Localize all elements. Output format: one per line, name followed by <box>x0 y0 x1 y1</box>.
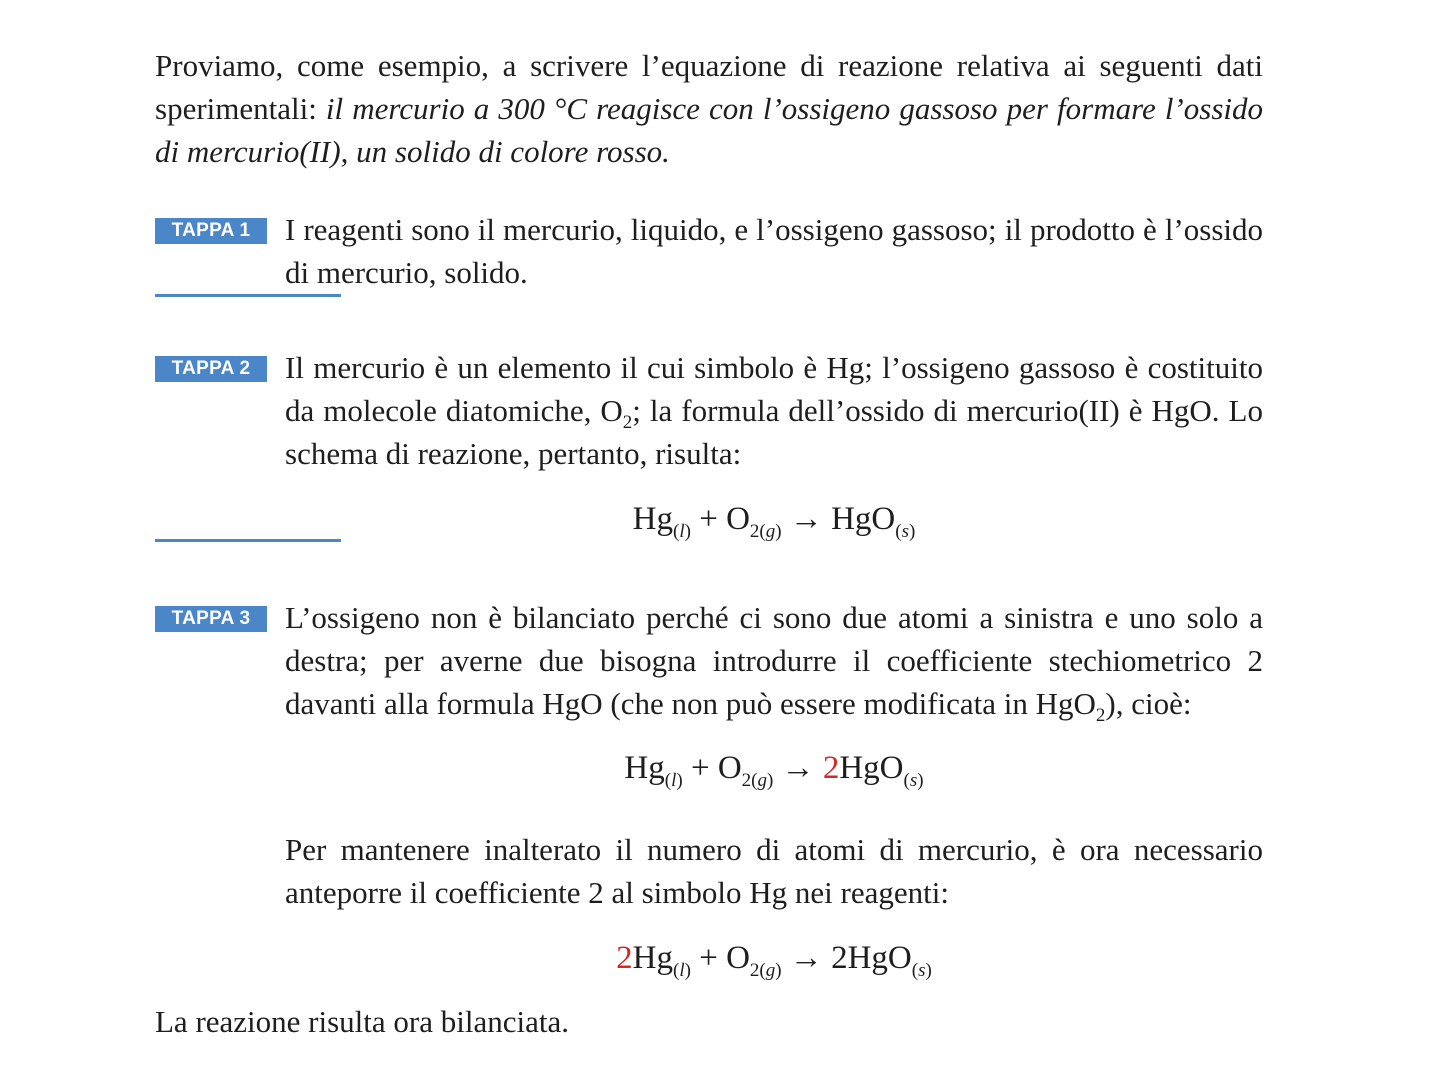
intro-lead: Proviamo, come esempio, a scrivere l’equazione di reazione relativa ai seguenti dati sperimentali: <box>155 48 1263 126</box>
eq3-state3: s <box>918 960 926 981</box>
step-2-subscript: 2 <box>622 412 633 433</box>
step-3-text-b: ), cioè: <box>1105 686 1192 721</box>
eq1-reactant2: O <box>726 501 750 537</box>
eq3-state1: l <box>679 960 685 981</box>
eq2-state2: g <box>757 770 767 791</box>
eq2-reactant2: O <box>717 750 742 786</box>
step-3-text <box>285 596 1263 725</box>
eq2-plus: + <box>690 750 710 786</box>
eq1-product: HgO <box>831 501 896 537</box>
step-2-badge: TAPPA 2 <box>155 356 267 382</box>
step-2-text <box>285 346 1263 475</box>
eq3-reactant1: Hg <box>632 940 674 976</box>
eq3-sub2: 2 <box>749 960 760 981</box>
eq2-reactant1: Hg <box>624 750 665 786</box>
intro-paragraph <box>155 44 1263 173</box>
step-3-text-2: Per mantenere inalterato il numero di atomi di mercurio, è ora necessario anteporre il coefficiente 2 al simbolo Hg nei reagenti: <box>285 832 1263 910</box>
step-3-badge: TAPPA 3 <box>155 606 267 632</box>
eq2-coefficient-right: 2 <box>822 750 840 786</box>
closing-sentence: La reazione risulta ora bilanciata. <box>155 1004 569 1039</box>
eq2-arrow: → <box>781 750 815 786</box>
step-2-divider <box>155 539 341 542</box>
step-3-text-a: L’ossigeno non è bilanciato perché ci sono due atomi a sinistra e uno solo a destra; per averne due bisogna introdurre il coefficiente stechiometrico 2 davanti alla formula HgO (che non può essere modificata in HgO <box>285 600 1263 721</box>
step-1-text: I reagenti sono il mercurio, liquido, e l’ossigeno gassoso; il prodotto è l’ossido di mercurio, solido. <box>285 212 1263 290</box>
equation-1: $Hg_{(l)} + O_{2(g)} \to HgO_{(s)}$ <box>632 501 916 542</box>
eq2-sub2: 2 <box>741 770 752 791</box>
eq1-state3: s <box>901 521 909 542</box>
eq2-product: HgO <box>839 750 904 786</box>
eq1-state1: l <box>679 521 685 542</box>
step-1-divider <box>155 294 341 297</box>
eq3-state2: g <box>765 960 776 981</box>
eq2-state3: s <box>909 770 918 791</box>
step-2-text-b: ; la formula dell’ossido di mercurio(II) è HgO. Lo schema di reazione, pertanto, risulta: <box>285 393 1263 471</box>
eq3-arrow: → <box>789 940 823 976</box>
equation-2: $Hg_{(l)} + O_{2(g)} \to 2HgO_{(s)}$ <box>624 750 924 791</box>
step-2-text-a: Il mercurio è un elemento il cui simbolo è Hg; l’ossigeno gassoso è costituito da molecole diatomiche, O <box>285 350 1263 428</box>
step-3-subscript: 2 <box>1095 705 1106 726</box>
eq3-plus: + <box>699 940 718 976</box>
eq1-state2: g <box>765 521 776 542</box>
eq3-coefficient-right: 2 <box>831 940 848 976</box>
eq3-coefficient-left: 2 <box>616 940 633 976</box>
equation-3: $2Hg_{(l)} + O_{2(g)} \to 2HgO_{(s)}$ <box>616 940 932 981</box>
eq1-reactant1: Hg <box>632 501 674 537</box>
eq1-arrow: → <box>789 501 823 537</box>
eq3-reactant2: O <box>726 940 750 976</box>
eq3-product: HgO <box>847 940 912 976</box>
eq1-plus: + <box>699 501 718 537</box>
step-1-badge: TAPPA 1 <box>155 218 267 244</box>
intro-italic: il mercurio a 300 °C reagisce con l’ossigeno gassoso per formare l’ossido di mercurio(II), un solido di colore rosso. <box>155 91 1263 169</box>
eq1-sub2: 2 <box>749 521 760 542</box>
eq2-state1: l <box>671 770 677 791</box>
